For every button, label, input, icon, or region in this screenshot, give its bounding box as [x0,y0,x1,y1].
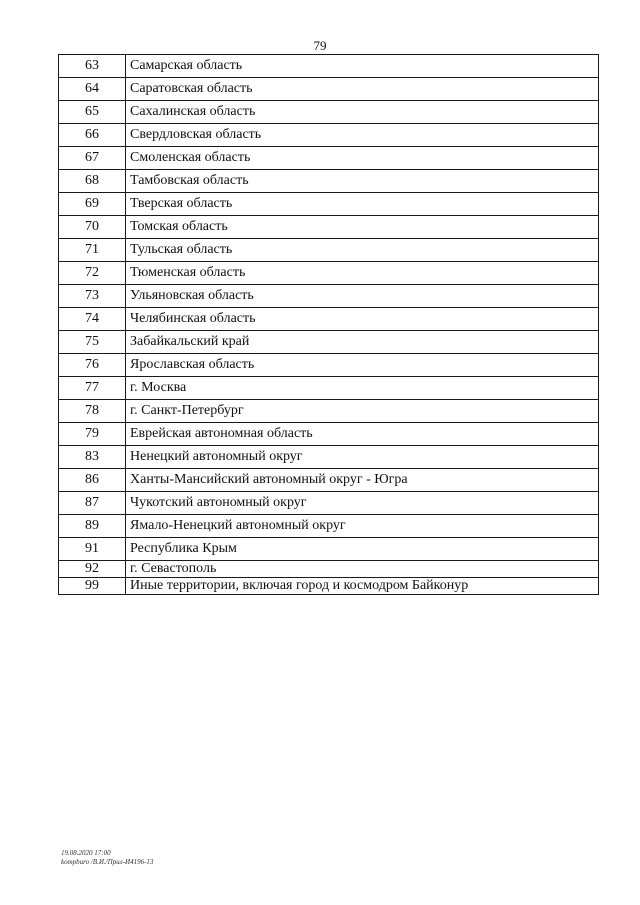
table-row [59,578,599,595]
region-name: Ненецкий автономный округ [126,446,599,469]
region-name: Иные территории, включая город и космодром Байконур [126,578,599,595]
region-name: Ханты-Мансийский автономный округ - Югра [126,469,599,492]
table-row [59,446,599,469]
region-name: Тамбовская область [126,170,599,193]
region-code: 91 [59,538,126,561]
table-row [59,354,599,377]
table-row [59,400,599,423]
region-code: 63 [59,55,126,78]
region-name: Челябинская область [126,308,599,331]
region-name: Республика Крым [126,538,599,561]
region-code: 76 [59,354,126,377]
region-code: 99 [59,578,126,595]
footer-document-id: kompburo /В.И./Прил-И4196-13 [61,858,154,866]
table-row [59,124,599,147]
region-name: Ямало-Ненецкий автономный округ [126,515,599,538]
region-name: Сахалинская область [126,101,599,124]
region-code: 77 [59,377,126,400]
region-code: 69 [59,193,126,216]
table-row [59,469,599,492]
footer-timestamp: 19.08.2020 17:00 [61,849,111,857]
region-name: Самарская область [126,55,599,78]
page-number: 79 [313,38,327,53]
region-code: 79 [59,423,126,446]
region-name: Забайкальский край [126,331,599,354]
region-name: Тюменская область [126,262,599,285]
table-row [59,423,599,446]
region-code: 74 [59,308,126,331]
region-code: 68 [59,170,126,193]
region-code: 64 [59,78,126,101]
region-code: 73 [59,285,126,308]
region-code: 83 [59,446,126,469]
region-code: 86 [59,469,126,492]
region-name: г. Санкт-Петербург [126,400,599,423]
region-code: 71 [59,239,126,262]
region-code: 70 [59,216,126,239]
region-code: 89 [59,515,126,538]
regions-table-body [59,55,599,595]
region-code: 75 [59,331,126,354]
region-name: Тверская область [126,193,599,216]
table-row [59,262,599,285]
region-code: 87 [59,492,126,515]
document-footer [61,849,153,867]
table-row [59,285,599,308]
region-name: Тульская область [126,239,599,262]
region-name: Смоленская область [126,147,599,170]
region-name: Ярославская область [126,354,599,377]
region-code: 78 [59,400,126,423]
region-code: 72 [59,262,126,285]
region-code: 92 [59,561,126,578]
region-name: г. Севастополь [126,561,599,578]
table-row [59,78,599,101]
table-row [59,101,599,124]
region-code: 66 [59,124,126,147]
region-name: Свердловская область [126,124,599,147]
region-code: 65 [59,101,126,124]
table-row [59,308,599,331]
table-row [59,216,599,239]
region-name: Чукотский автономный округ [126,492,599,515]
table-row [59,561,599,578]
region-code: 67 [59,147,126,170]
table-row [59,193,599,216]
regions-table [58,54,599,595]
table-row [59,538,599,561]
region-name: Саратовская область [126,78,599,101]
region-name: Томская область [126,216,599,239]
region-name: Ульяновская область [126,285,599,308]
table-row [59,377,599,400]
region-name: г. Москва [126,377,599,400]
table-row [59,55,599,78]
table-row [59,239,599,262]
region-name: Еврейская автономная область [126,423,599,446]
table-row [59,331,599,354]
table-row [59,147,599,170]
table-row [59,170,599,193]
table-row [59,492,599,515]
table-row [59,515,599,538]
